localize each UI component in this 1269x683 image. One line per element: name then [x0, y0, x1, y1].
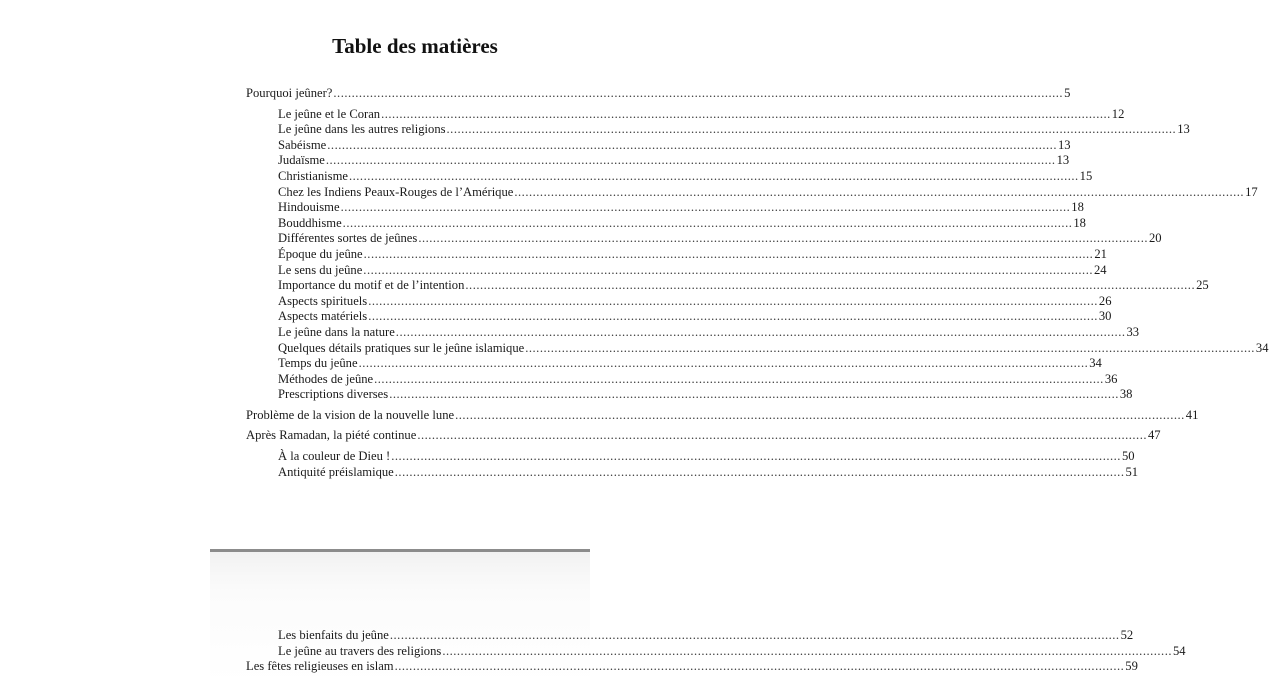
toc-dot-leader: ........................................................................................................................................................................................................ — [333, 86, 1064, 100]
toc-dot-leader: ........................................................................................................................................................................................................ — [368, 293, 1098, 308]
toc-entry-title: Christianisme — [278, 168, 348, 183]
toc-dot-leader: ........................................................................................................................................................................................................ — [368, 309, 1098, 324]
toc-entry[interactable] — [246, 137, 1071, 154]
toc-entry-page: 21 — [1094, 246, 1107, 261]
toc-entry-title: Aspects matériels — [278, 309, 368, 324]
toc-entry-title: Problème de la vision de la nouvelle lune — [246, 407, 455, 422]
toc-entry-title: Après Ramadan, la piété continue — [246, 428, 417, 443]
toc-entry-title: Bouddhisme — [278, 215, 342, 230]
toc-entry-page: 5 — [1064, 86, 1071, 100]
toc-dot-leader: ........................................................................................................................................................................................................ — [514, 184, 1245, 199]
toc-entry[interactable] — [246, 309, 1112, 325]
toc-entry-title: Les fêtes religieuses en islam — [246, 659, 394, 674]
toc-entry-page: 17 — [1245, 184, 1258, 199]
toc-entry-page: 12 — [1111, 106, 1125, 121]
toc-entry-page: 13 — [1057, 137, 1071, 152]
toc-entry-title: Aspects spirituels — [278, 293, 368, 308]
toc-entry-title: Chez les Indiens Peaux-Rouges de l’Amérique — [278, 184, 514, 199]
toc-entry-page: 20 — [1149, 231, 1162, 246]
toc-dot-leader: ........................................................................................................................................................................................................ — [325, 153, 1056, 168]
toc-entry-page: 18 — [1071, 200, 1084, 215]
toc-entry[interactable] — [246, 86, 1071, 102]
toc-entry-page: 13 — [1177, 122, 1190, 137]
toc-entry[interactable] — [246, 324, 1140, 341]
toc-entry[interactable] — [246, 293, 1112, 310]
toc-entry[interactable] — [246, 231, 1162, 247]
toc-entry[interactable] — [246, 200, 1084, 216]
toc-entry-page: 47 — [1148, 428, 1161, 443]
toc-entry-title: Temps du jeûne — [278, 356, 358, 371]
toc-entry-title: Époque du jeûne — [278, 246, 363, 261]
toc-entry-title: Antiquité préislamique — [278, 464, 394, 479]
toc-entry-page: 24 — [1093, 262, 1107, 277]
toc-entry[interactable] — [246, 449, 1135, 465]
toc-dot-leader: ........................................................................................................................................................................................................ — [455, 407, 1185, 422]
toc-entry-page: 34 — [1255, 340, 1269, 355]
toc-dot-leader: ........................................................................................................................................................................................................ — [525, 340, 1255, 355]
toc-dot-leader: ........................................................................................................................................................................................................ — [465, 278, 1196, 293]
toc-dot-leader: ........................................................................................................................................................................................................ — [418, 231, 1148, 246]
toc-dot-leader: ........................................................................................................................................................................................................ — [417, 428, 1147, 443]
toc-entry[interactable] — [246, 246, 1107, 263]
toc-dot-leader: ........................................................................................................................................................................................................ — [394, 464, 1125, 479]
toc-entry-page: 26 — [1098, 293, 1112, 308]
toc-dot-leader: ........................................................................................................................................................................................................ — [327, 137, 1057, 152]
toc-entry-title: Hindouisme — [278, 200, 340, 215]
toc-entry[interactable] — [246, 215, 1086, 232]
toc-entry[interactable] — [246, 184, 1258, 201]
toc-entry[interactable] — [246, 106, 1125, 123]
toc-entry[interactable] — [246, 340, 1269, 357]
toc-entry[interactable] — [246, 122, 1190, 138]
toc-entry[interactable] — [246, 628, 1134, 644]
toc-dot-leader: ........................................................................................................................................................................................................ — [395, 324, 1126, 339]
toc-entry[interactable] — [246, 153, 1070, 169]
toc-list-top — [246, 86, 1269, 480]
toc-entry[interactable] — [246, 643, 1186, 660]
toc-entry-page: 54 — [1173, 643, 1186, 658]
toc-dot-leader: ........................................................................................................................................................................................................ — [442, 643, 1172, 658]
toc-entry-title: Le jeûne au travers des religions — [278, 643, 442, 658]
toc-entry-page: 18 — [1073, 215, 1086, 230]
toc-entry-page: 34 — [1089, 356, 1102, 371]
toc-dot-leader: ........................................................................................................................................................................................................ — [446, 122, 1177, 137]
toc-entry-page: 41 — [1185, 407, 1199, 422]
toc-dot-leader: ........................................................................................................................................................................................................ — [394, 659, 1125, 674]
toc-entry[interactable] — [246, 356, 1102, 372]
toc-dot-leader: ........................................................................................................................................................................................................ — [389, 628, 1120, 642]
toc-entry-title: Quelques détails pratiques sur le jeûne islamique — [278, 340, 525, 355]
toc-entry-page: 30 — [1098, 309, 1112, 324]
toc-dot-leader: ........................................................................................................................................................................................................ — [374, 371, 1104, 386]
toc-entry[interactable] — [246, 387, 1133, 403]
toc-dot-leader: ........................................................................................................................................................................................................ — [389, 387, 1119, 402]
toc-entry-title: Le jeûne dans les autres religions — [278, 122, 446, 137]
toc-entry[interactable] — [246, 168, 1093, 185]
toc-dot-leader: ........................................................................................................................................................................................................ — [363, 246, 1094, 261]
toc-list-bottom — [246, 628, 1186, 675]
toc-entry[interactable] — [246, 659, 1138, 675]
toc-dot-leader: ........................................................................................................................................................................................................ — [348, 168, 1079, 183]
toc-entry-page: 52 — [1120, 628, 1134, 642]
toc-entry-title: Différentes sortes de jeûnes — [278, 231, 418, 246]
toc-dot-leader: ........................................................................................................................................................................................................ — [363, 262, 1093, 277]
toc-entry-title: Le jeûne et le Coran — [278, 106, 381, 121]
toc-entry-page: 50 — [1121, 449, 1135, 464]
toc-dot-leader: ........................................................................................................................................................................................................ — [391, 449, 1121, 464]
toc-entry-page: 25 — [1196, 278, 1209, 293]
toc-entry-title: Le sens du jeûne — [278, 262, 363, 277]
toc-dot-leader: ........................................................................................................................................................................................................ — [358, 356, 1089, 371]
toc-entry[interactable] — [246, 262, 1107, 279]
toc-entry[interactable] — [246, 371, 1118, 388]
toc-entry-page: 13 — [1056, 153, 1070, 168]
toc-entry[interactable] — [246, 464, 1139, 481]
toc-entry-page: 59 — [1125, 659, 1138, 674]
toc-entry-page: 51 — [1125, 464, 1139, 479]
toc-dot-leader: ........................................................................................................................................................................................................ — [340, 200, 1071, 215]
toc-entry-page: 38 — [1119, 387, 1133, 402]
toc-entry-page: 15 — [1079, 168, 1093, 183]
toc-entry[interactable] — [246, 407, 1199, 424]
toc-entry-page: 36 — [1104, 371, 1118, 386]
toc-entry-page: 33 — [1126, 324, 1140, 339]
toc-entry[interactable] — [246, 428, 1161, 444]
toc-entry-title: Pourquoi jeûner? — [246, 86, 333, 100]
toc-entry-title: Judaïsme — [278, 153, 325, 168]
toc-dot-leader: ........................................................................................................................................................................................................ — [342, 215, 1073, 230]
toc-entry-title: Méthodes de jeûne — [278, 371, 374, 386]
toc-entry-title: Sabéisme — [278, 137, 327, 152]
toc-entry-title: Importance du motif et de l’intention — [278, 278, 465, 293]
toc-entry-title: Prescriptions diverses — [278, 387, 389, 402]
toc-dot-leader: ........................................................................................................................................................................................................ — [381, 106, 1111, 121]
toc-entry-title: Les bienfaits du jeûne — [278, 628, 389, 642]
toc-entry-title: À la couleur de Dieu ! — [278, 449, 391, 464]
toc-entry-title: Le jeûne dans la nature — [278, 324, 395, 339]
page-title: Table des matières — [332, 34, 498, 58]
toc-entry[interactable] — [246, 278, 1209, 294]
